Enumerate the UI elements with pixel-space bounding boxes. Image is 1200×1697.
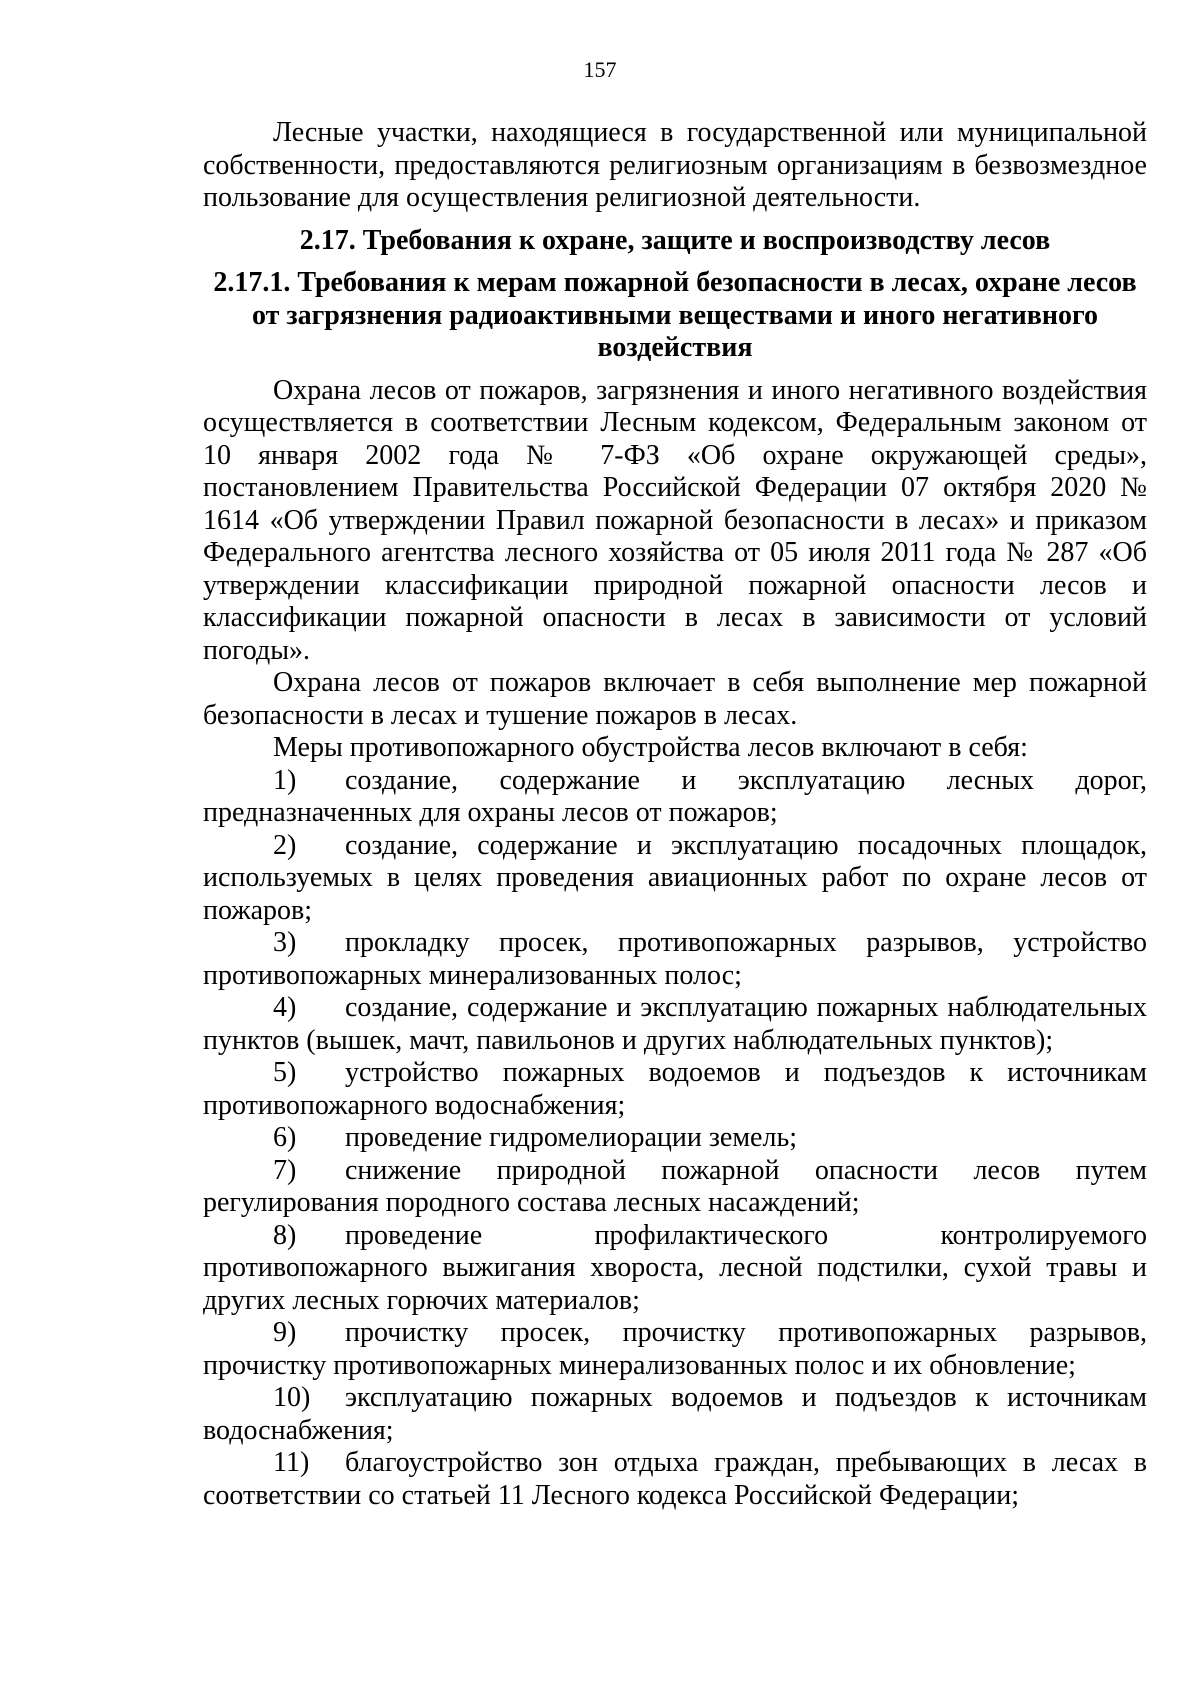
list-item-number: 8) (273, 1219, 297, 1251)
list-item-text: создание, содержание и эксплуатацию лесных дорог, предназначенных для охраны лесов от пожаров; (203, 764, 1147, 828)
list-item-number: 5) (273, 1057, 297, 1088)
list-item-number: 10) (273, 1382, 311, 1413)
list-item-number: 9) (273, 1317, 297, 1348)
list-item (203, 1122, 1147, 1155)
list-item-number: 1) (273, 764, 297, 796)
list-item-number: 3) (273, 927, 297, 958)
list-item-number: 11) (273, 1447, 310, 1478)
list-item (203, 1317, 1147, 1382)
list-item (203, 992, 1147, 1057)
subsection-heading: 2.17.1. Требования к мерам пожарной безопасности в лесах, охране лесов от загрязнения радиоактивными веществами и иного негативного воздействия (213, 267, 1137, 363)
list-item (203, 927, 1147, 992)
paragraph-measures-intro: Меры противопожарного обустройства лесов включают в себя: (273, 732, 1028, 763)
list-item-text: создание, содержание и эксплуатацию пожарных наблюдательных пунктов (вышек, мачт, павильонов и других наблюдательных пунктов); (203, 992, 1147, 1056)
list-item (203, 1382, 1147, 1447)
measures-list (203, 765, 1147, 1513)
list-item (203, 1155, 1147, 1220)
list-item-text: устройство пожарных водоемов и подъездов к источникам противопожарного водоснабжения; (203, 1057, 1147, 1121)
list-item-text: проведение профилактического контролируемого противопожарного выжигания хвороста, лесной подстилки, сухой травы и других лесных горючих материалов; (203, 1219, 1147, 1316)
list-item-text: прочистку просек, прочистку противопожарных разрывов, прочистку противопожарных минерализованных полос и их обновление; (203, 1317, 1147, 1381)
list-item-text: эксплуатацию пожарных водоемов и подъездов к источникам водоснабжения; (203, 1382, 1147, 1446)
list-item-text: прокладку просек, противопожарных разрывов, устройство противопожарных минерализованных полос; (203, 927, 1147, 991)
list-item-text: создание, содержание и эксплуатацию посадочных площадок, используемых в целях проведения авиационных работ по охране лесов от пожаров; (203, 829, 1147, 926)
list-item (203, 830, 1147, 928)
intro-paragraph: Лесные участки, находящиеся в государственной или муниципальной собственности, предоставляются религиозным организациям в безвозмездное пользование для осуществления религиозной деятельности. (203, 117, 1147, 213)
list-item-text: снижение природной пожарной опасности лесов путем регулирования породного состава лесных насаждений; (203, 1154, 1147, 1218)
paragraph-fire-protection-basis: Охрана лесов от пожаров, загрязнения и иного негативного воздействия осуществляется в соответствии Лесным кодексом, Федеральным законом от 10 января 2002 года № 7-ФЗ «Об охране окружающей среды», постановлением Правительства Российской Федерации 07 октября 2020 № 1614 «Об утверждении Правил пожарной безопасности в лесах» и приказом Федерального агентства лесного хозяйства от 05 июля 2011 года № 287 «Об утверждении классификации природной пожарной опасности лесов и классификации пожарной опасности в лесах в зависимости от условий погоды». (203, 374, 1147, 666)
list-item (203, 1057, 1147, 1122)
list-item-number: 2) (273, 829, 297, 861)
list-item (203, 765, 1147, 830)
paragraph-fire-protection-scope: Охрана лесов от пожаров включает в себя выполнение мер пожарной безопасности в лесах и тушение пожаров в лесах. (203, 667, 1147, 731)
list-item-number: 4) (273, 992, 297, 1023)
list-item-number: 6) (273, 1122, 297, 1153)
list-item (203, 1220, 1147, 1318)
section-heading: 2.17. Требования к охране, защите и воспроизводству лесов (299, 224, 1051, 256)
list-item-text: благоустройство зон отдыха граждан, пребывающих в лесах в соответствии со статьей 11 Лесного кодекса Российской Федерации; (203, 1447, 1147, 1511)
list-item (203, 1447, 1147, 1512)
list-item-number: 7) (273, 1154, 297, 1186)
document-body (203, 117, 1147, 1512)
list-item-text: проведение гидромелиорации земель; (345, 1122, 797, 1153)
page-number: 157 (583, 57, 617, 82)
